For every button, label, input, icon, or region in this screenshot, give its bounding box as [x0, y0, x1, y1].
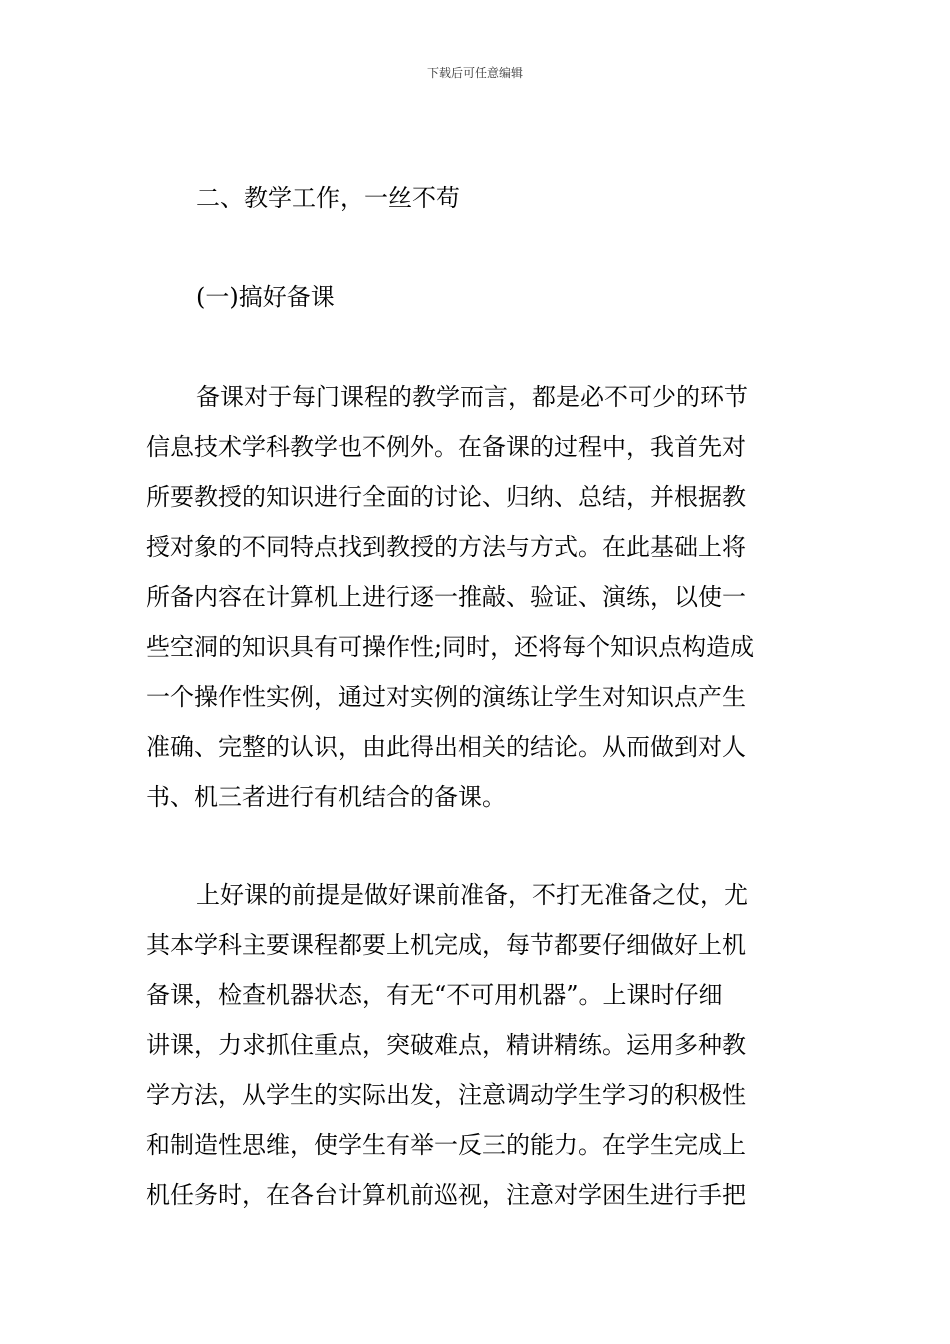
paragraph-line: 其本学科主要课程都要上机完成，每节都要仔细做好上机	[146, 931, 746, 959]
paragraph-line: 备课，检查机器状态，有无“不可用机器”。上课时仔细	[146, 981, 723, 1009]
subsection-heading: (一)搞好备课	[196, 283, 335, 311]
paragraph-line: 一个操作性实例，通过对实例的演练让学生对知识点产生	[146, 683, 746, 711]
paragraph-line: 信息技术学科教学也不例外。在备课的过程中，我首先对	[146, 433, 746, 461]
paragraph-line: 学方法，从学生的实际出发，注意调动学生学习的积极性	[146, 1081, 746, 1109]
paragraph-line: 讲课，力求抓住重点，突破难点，精讲精练。运用多种教	[146, 1031, 746, 1059]
paragraph-line: 授对象的不同特点找到教授的方法与方式。在此基础上将	[146, 533, 746, 561]
paragraph-line: 所要教授的知识进行全面的讨论、归纳、总结，并根据教	[146, 483, 746, 511]
section-heading: 二、教学工作，一丝不苟	[196, 184, 460, 212]
paragraph-line: 上好课的前提是做好课前准备，不打无准备之仗，尤	[196, 881, 748, 909]
paragraph-line: 准确、完整的认识，由此得出相关的结论。从而做到对人	[146, 733, 746, 761]
paragraph-line: 和制造性思维，使学生有举一反三的能力。在学生完成上	[146, 1131, 746, 1159]
paragraph-line: 备课对于每门课程的教学而言，都是必不可少的环节	[196, 383, 748, 411]
paragraph-line: 书、机三者进行有机结合的备课。	[146, 783, 506, 811]
header-note: 下载后可任意编辑	[426, 66, 523, 80]
paragraph-line: 机任务时，在各台计算机前巡视，注意对学困生进行手把	[146, 1181, 746, 1209]
paragraph-line: 所备内容在计算机上进行逐一推敲、验证、演练，以使一	[146, 583, 746, 611]
paragraph-line: 些空洞的知识具有可操作性;同时，还将每个知识点构造成	[146, 633, 755, 661]
